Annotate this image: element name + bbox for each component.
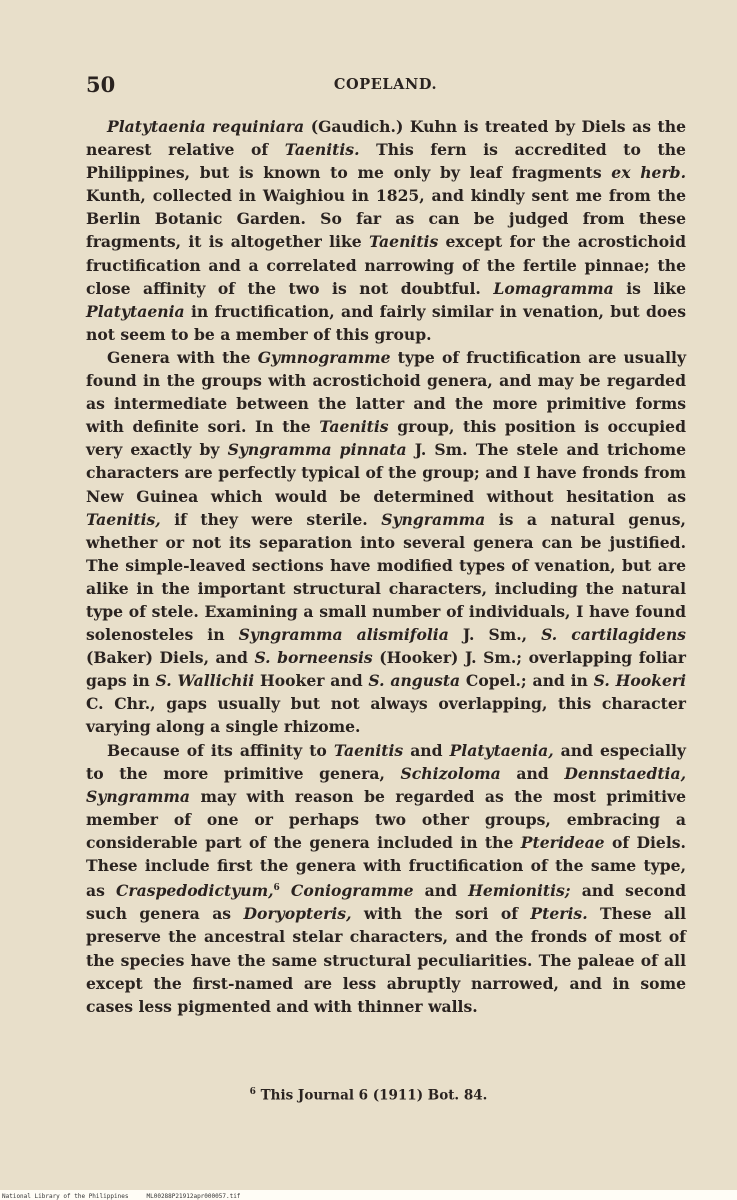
text-run: is like bbox=[613, 278, 686, 298]
page-number: 50 bbox=[86, 72, 116, 97]
text-run: These all preserve the ancestral stelar characters, and the fronds of most of the species have the same structural peculiarities. The paleae of all except the first-named are less abruptly narrowed, and in some cases less pigmented and with thinner walls. bbox=[86, 904, 686, 1016]
taxon-name: Coniogramme bbox=[290, 881, 414, 901]
taxon-name: ex herb. bbox=[611, 163, 686, 183]
text-run: in fructification, and fairly similar in venation, but does not seem to be a member of this group. bbox=[86, 301, 686, 344]
text-run: Kunth, collected in Waighiou in 1825, and kindly sent me from the Berlin Botanic Garden. So far as can be judged from these fragments, it is altogether like bbox=[86, 186, 686, 252]
taxon-name: S. angusta bbox=[368, 671, 461, 691]
text-run: Copel.; and in bbox=[460, 671, 594, 691]
taxon-name: Gymnogramme bbox=[257, 347, 391, 367]
text-run: This fern is accredited to the Philippines, but is known to me only by leaf fragments bbox=[86, 140, 686, 183]
text-run: and bbox=[403, 740, 450, 760]
footnote bbox=[0, 1087, 737, 1104]
taxon-name: Schizoloma bbox=[400, 763, 501, 783]
footnote-mark: 6 bbox=[249, 1087, 256, 1097]
text-run: with the sori of bbox=[351, 904, 531, 924]
taxon-name: Platytaenia bbox=[86, 301, 185, 321]
taxon-name: Dennstaedtia, Syngramma bbox=[86, 763, 687, 806]
text-run: group, this position is occupied very exactly by bbox=[86, 417, 686, 460]
paragraph bbox=[86, 115, 686, 346]
taxon-name: Taenitis. bbox=[284, 140, 360, 160]
taxon-name: Pterideae bbox=[520, 832, 605, 852]
taxon-name: Hemionitis; bbox=[468, 881, 571, 901]
scan-caption: National Library of the Philippines ML00288P21912apr000057.tif bbox=[2, 1193, 241, 1200]
text-run: J. Sm., bbox=[448, 625, 542, 645]
text-run bbox=[280, 881, 291, 900]
text-run: type of fructification are usually found in the groups with acrostichoid genera, and may be regarded as intermediate between the latter and the more primitive forms with definite sori. In the bbox=[86, 347, 687, 437]
taxon-name: Craspedodictyum, bbox=[116, 881, 274, 901]
text-run: of Diels. These include first the genera with fructification of the same type, as bbox=[86, 832, 686, 901]
taxon-name: Lomagramma bbox=[493, 278, 614, 298]
text-run: Genera with the bbox=[107, 347, 258, 367]
taxon-name: S. Wallichii bbox=[155, 671, 255, 691]
taxon-name: Platytaenia, bbox=[449, 740, 554, 760]
text-run: and second such genera as bbox=[86, 881, 687, 924]
taxon-name: S. Hookeri bbox=[593, 671, 687, 691]
taxon-name: Syngramma alismifolia bbox=[238, 625, 449, 645]
taxon-name: Taenitis bbox=[319, 417, 389, 437]
footnote-text: This Journal 6 (1911) Bot. 84. bbox=[260, 1087, 488, 1104]
text-run: (Gaudich.) Kuhn is treated by Diels as the nearest relative of bbox=[86, 117, 686, 160]
text-run: (Baker) Diels, and bbox=[86, 648, 255, 668]
taxon-name: Taenitis bbox=[333, 740, 404, 760]
paragraph bbox=[86, 739, 686, 1018]
text-run: is a natural genus, whether or not its separation into several genera can be justified. The simple-leaved sections have modified types of venation, but are alike in the important structural characters, including the natural type of stele. Examining a small number of individuals, I have found solenosteles in bbox=[86, 509, 686, 645]
taxon-name: Syngramma pinnata bbox=[227, 440, 407, 460]
text-run: and bbox=[500, 763, 565, 783]
taxon-name: S. cartilagidens bbox=[541, 625, 686, 645]
taxon-name: Pteris. bbox=[530, 904, 588, 924]
taxon-name: Platytaenia requiniara bbox=[107, 117, 305, 136]
text-run: and especially to the more primitive genera, bbox=[86, 740, 686, 783]
text-run: J. Sm. The stele and trichome characters are perfectly typical of the group; and I have fronds from New Guinea which would be determined without hesitation as bbox=[86, 440, 686, 506]
taxon-name: S. borneensis bbox=[254, 648, 373, 668]
paragraph bbox=[86, 346, 686, 739]
taxon-name: Syngramma bbox=[381, 509, 486, 529]
text-run: except for the acrostichoid fructification and a correlated narrowing of the fertile pinnae; the close affinity of the two is not doubtful. bbox=[86, 232, 686, 298]
body-text bbox=[86, 115, 686, 1018]
scan-strip bbox=[0, 1190, 737, 1200]
taxon-name: Taenitis bbox=[368, 232, 439, 252]
text-run: (Hooker) J. Sm.; overlapping foliar gaps in bbox=[86, 648, 686, 691]
text-run: Hooker and bbox=[254, 671, 369, 691]
text-run: may with reason be regarded as the most primitive member of one or perhaps two other groups, embracing a considerable part of the genera included in the bbox=[86, 786, 686, 852]
footnote-ref: 6 bbox=[273, 883, 280, 894]
text-run: C. Chr., gaps usually but not always overlapping, this character varying along a single rhizome. bbox=[86, 694, 686, 737]
page-header bbox=[86, 72, 685, 106]
text-run: and bbox=[413, 881, 469, 901]
running-head: COPELAND. bbox=[333, 76, 438, 93]
taxon-name: Taenitis, bbox=[86, 509, 161, 529]
text-run: Because of its affinity to bbox=[107, 740, 334, 760]
text-run: if they were sterile. bbox=[160, 509, 382, 529]
taxon-name: Doryopteris, bbox=[243, 904, 352, 924]
